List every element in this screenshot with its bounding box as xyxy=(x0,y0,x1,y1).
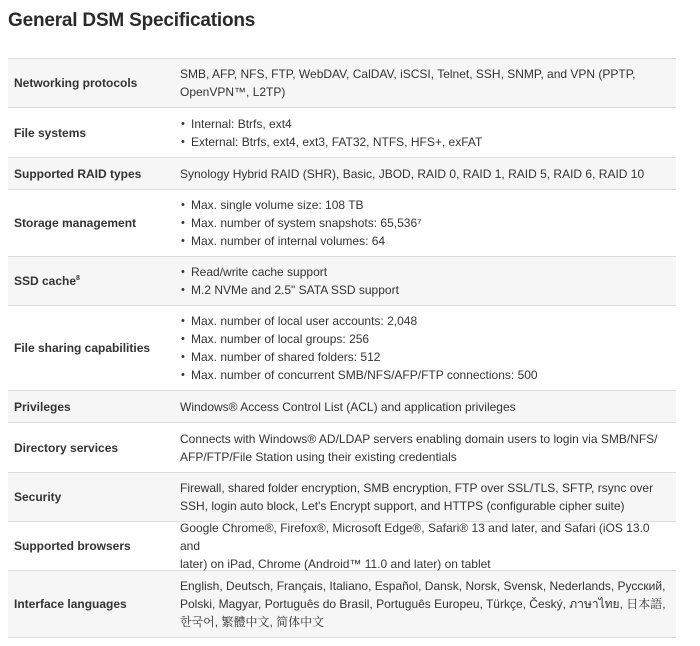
spec-label: Interface languages xyxy=(14,597,127,611)
spec-row-file-sharing xyxy=(8,306,676,391)
value-list xyxy=(180,115,670,151)
list-item: • M.2 NVMe and 2.5" SATA SSD support xyxy=(180,281,670,299)
spec-label: Supported RAID types xyxy=(14,166,142,181)
list-item: • Internal: Btrfs, ext4 xyxy=(180,115,670,133)
spec-row-supported-browsers xyxy=(8,522,676,571)
spec-label: Directory services xyxy=(14,440,119,455)
spec-label: Networking protocols xyxy=(14,76,138,90)
spec-value xyxy=(180,65,676,101)
value-line: Windows® Access Control List (ACL) and application privileges xyxy=(180,399,516,414)
value-line: AFP/FTP/File Station using their existing credentials xyxy=(180,449,457,464)
list-item: • Max. number of concurrent SMB/NFS/AFP/FTP connections: 500 xyxy=(180,366,670,384)
value-line: 한국어, 繁體中文, 简体中文 xyxy=(180,615,325,629)
spec-label-text: SSD cache xyxy=(14,274,77,288)
value-list xyxy=(180,312,670,384)
spec-row-privileges xyxy=(8,391,676,423)
value-line: Polski, Magyar, Português do Brasil, Português Europeu, Türkçe, Český, ภาษาไทย, 日本語, xyxy=(180,597,666,611)
spec-label xyxy=(8,274,180,288)
spec-label: Storage management xyxy=(14,216,137,230)
spec-value xyxy=(180,430,676,466)
spec-label: Security xyxy=(14,490,62,504)
value-line: Firewall, shared folder encryption, SMB encryption, FTP over SSL/TLS, SFTP, rsync over xyxy=(180,481,654,495)
value-line: Connects with Windows® AD/LDAP servers enabling domain users to login via SMB/NFS/ xyxy=(180,431,658,446)
spec-row-security xyxy=(8,473,676,522)
spec-row-raid-types xyxy=(8,158,676,190)
page-title: General DSM Specifications xyxy=(8,10,256,31)
spec-value xyxy=(180,479,676,515)
list-item: • Read/write cache support xyxy=(180,263,670,281)
spec-row-networking-protocols xyxy=(8,59,676,108)
spec-value xyxy=(180,312,676,384)
spec-row-storage-management xyxy=(8,190,676,257)
value-line: English, Deutsch, Français, Italiano, Español, Dansk, Norsk, Svensk, Nederlands, Русский, xyxy=(180,579,666,593)
footnote-marker: 8 xyxy=(76,275,80,282)
value-list xyxy=(180,263,670,299)
value-list xyxy=(180,196,670,250)
spec-label: Privileges xyxy=(14,399,71,414)
value-line: Synology Hybrid RAID (SHR), Basic, JBOD, RAID 0, RAID 1, RAID 5, RAID 6, RAID 10 xyxy=(180,166,645,181)
list-item: • Max. number of local groups: 256 xyxy=(180,330,670,348)
spec-value xyxy=(180,577,676,631)
value-line: SMB, AFP, NFS, FTP, WebDAV, CalDAV, iSCSI, Telnet, SSH, SNMP, and VPN (PPTP, xyxy=(180,67,636,81)
spec-value xyxy=(180,115,676,151)
spec-label: Supported browsers xyxy=(14,539,131,553)
list-item: • Max. number of system snapshots: 65,536⁷ xyxy=(180,214,670,232)
value-line: OpenVPN™, L2TP) xyxy=(180,85,286,99)
spec-value xyxy=(180,196,676,250)
spec-value xyxy=(180,165,676,183)
value-line: later) on iPad, Chrome (Android™ 11.0 and later) on tablet xyxy=(180,557,491,571)
spec-row-directory-services xyxy=(8,423,676,473)
spec-table xyxy=(8,58,676,638)
spec-row-file-systems xyxy=(8,108,676,158)
list-item: • External: Btrfs, ext4, ext3, FAT32, NTFS, HFS+, exFAT xyxy=(180,133,670,151)
spec-value xyxy=(180,263,676,299)
spec-value xyxy=(180,519,676,573)
list-item: • Max. number of shared folders: 512 xyxy=(180,348,670,366)
spec-row-ssd-cache xyxy=(8,257,676,306)
spec-label: File sharing capabilities xyxy=(14,341,151,355)
spec-value xyxy=(180,398,676,416)
value-line: SSH, login auto block, Let's Encrypt support, and HTTPS (configurable cipher suite) xyxy=(180,499,625,513)
spec-row-interface-languages xyxy=(8,571,676,638)
list-item: • Max. number of local user accounts: 2,048 xyxy=(180,312,670,330)
list-item: • Max. single volume size: 108 TB xyxy=(180,196,670,214)
value-line: Google Chrome®, Firefox®, Microsoft Edge®, Safari® 13 and later, and Safari (iOS 13.0 and xyxy=(180,521,650,553)
list-item: • Max. number of internal volumes: 64 xyxy=(180,232,670,250)
spec-label: File systems xyxy=(14,125,87,140)
